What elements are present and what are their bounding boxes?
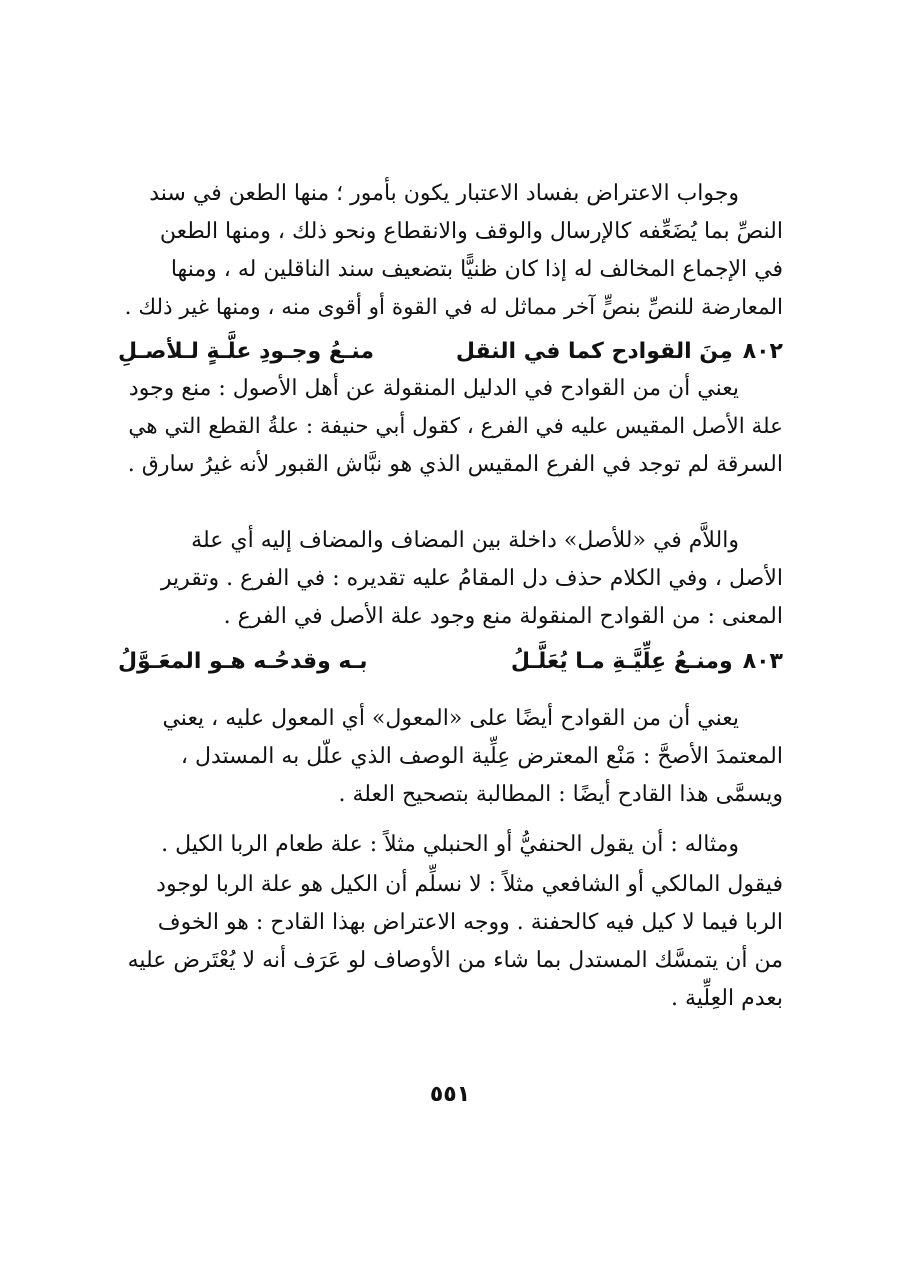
text-line: من أن يتمسَّك المستدل بما شاء من الأوصاف لو عَرَف أنه لا يُعْتَرض عليه (127, 948, 783, 973)
text-line: فيقول المالكي أو الشافعي مثلاً : لا نسلِّم أن الكيل هو علة الربا لوجود (156, 872, 783, 897)
text-line: ومثاله : أن يقول الحنفيُّ أو الحنبلي مثلاً : علة طعام الربا الكيل . (161, 832, 739, 857)
paragraph-example (118, 826, 783, 864)
text-line: يعني أن من القوادح أيضًا على «المعول» أي المعول عليه ، يعني (162, 706, 739, 731)
text-line: ويسمَّى هذا القادح أيضًا : المطالبة بتصحيح العلة . (338, 782, 783, 807)
paragraph-commentary-803 (118, 700, 783, 814)
page-number: ٥٥١ (429, 1082, 471, 1107)
verse-first-hemistich: مِنَ القوادح كما في النقل (455, 339, 733, 364)
text-line: المعنى : من القوادح المنقولة منع وجود علة الأصل في الفرع . (223, 604, 783, 629)
verse-second-hemistich: بـه وقدحُـه هـو المعَـوَّلُ (117, 649, 368, 674)
verse-number: ٨٠٣ (742, 649, 783, 674)
text-line: الأصل ، وفي الكلام حذف دل المقامُ عليه تقديره : في الفرع . وتقرير (160, 566, 783, 591)
text-line: وجواب الاعتراض بفساد الاعتبار يكون بأمور ؛ منها الطعن في سند (149, 181, 739, 206)
paragraph-commentary-802 (118, 370, 783, 484)
verse-first-hemistich: ومنـعُ عِلِّيَّـةِ مـا يُعَلَّـلُ (510, 649, 733, 674)
verse-second-hemistich: منـعُ وجـودِ علَّـةٍ لـلأصـلِ (117, 339, 375, 364)
text-line: السرقة لم توجد في الفرع المقيس الذي هو نبَّاش القبور لأنه غيرُ سارق . (127, 452, 783, 477)
text-line: النصِّ بما يُضَعِّفه كالإرسال والوقف والانقطاع ونحو ذلك ، ومنها الطعن (159, 219, 783, 244)
text-line: علة الأصل المقيس عليه في الفرع ، كقول أبي حنيفة : علةُ القطع التي هي (128, 414, 783, 439)
text-line: في الإجماع المخالف له إذا كان ظنيًّا بتضعيف سند الناقلين له ، ومنها (170, 257, 783, 282)
text-line: يعني أن من القوادح في الدليل المنقولة عن أهل الأصول : منع وجود (128, 376, 739, 401)
text-line: المعتمدَ الأصحَّ : مَنْع المعترض عِلِّية الوصف الذي علّل به المستدل ، (180, 744, 783, 769)
verse-number: ٨٠٢ (742, 339, 783, 364)
paragraph-objection (118, 866, 783, 1018)
text-line: الربا فيما لا كيل فيه كالحفنة . ووجه الاعتراض بهذا القادح : هو الخوف (157, 910, 783, 935)
text-line: بعدم العِلِّية . (670, 986, 783, 1011)
verse-803 (118, 645, 783, 679)
paragraph-lam-note (118, 522, 783, 636)
text-line: واللاَّم في «للأصل» داخلة بين المضاف والمضاف إليه أي علة (191, 528, 739, 553)
text-line: المعارضة للنصِّ بنصٍّ آخر مماثل له في القوة أو أقوى منه ، ومنها غير ذلك . (124, 295, 783, 320)
verse-802 (118, 335, 783, 369)
paragraph-answer (118, 175, 783, 327)
